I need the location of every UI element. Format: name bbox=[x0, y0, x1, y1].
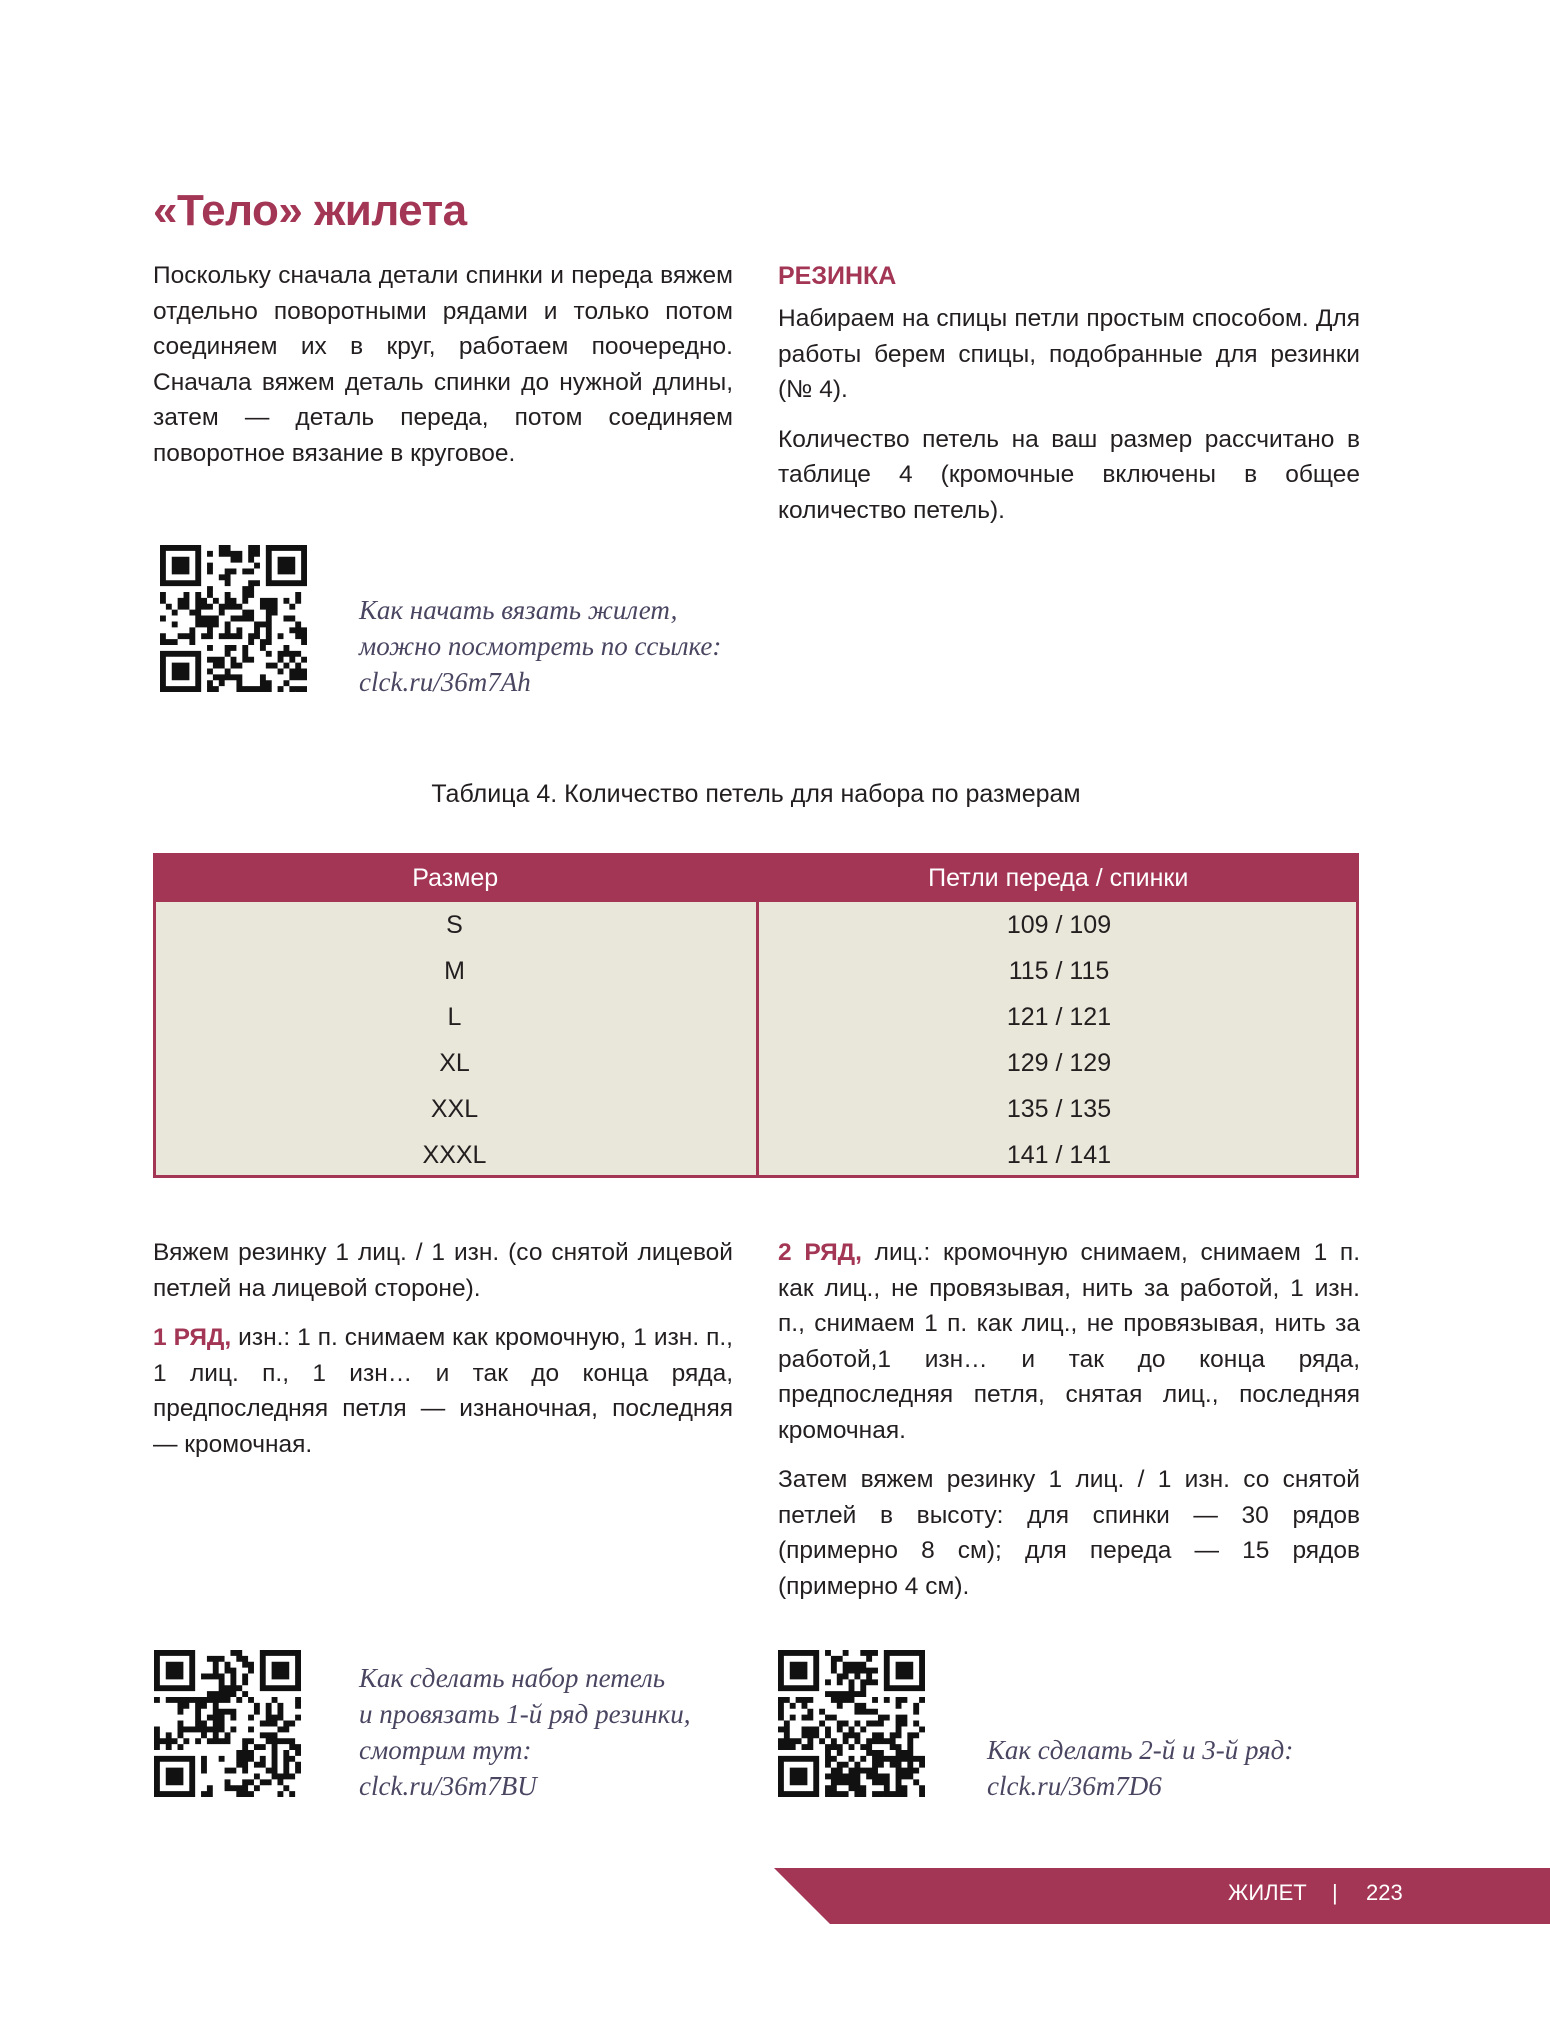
footer-section: ЖИЛЕТ bbox=[1228, 1880, 1307, 1905]
qr-code-2[interactable] bbox=[154, 1650, 301, 1797]
stitches-cell: 109 / 109 bbox=[758, 902, 1360, 948]
size-cell: M bbox=[153, 948, 758, 994]
section-title: «Тело» жилета bbox=[153, 186, 467, 235]
rib-heading: РЕЗИНКА bbox=[778, 262, 897, 290]
table-caption: Таблица 4. Количество петель для набора по размерам bbox=[431, 780, 1081, 808]
caption-line: можно посмотреть по ссылке: bbox=[359, 631, 722, 661]
caption-link[interactable]: clck.ru/36m7BU bbox=[359, 1771, 537, 1801]
row2-label: 2 РЯД, bbox=[778, 1239, 862, 1266]
stitches-cell: 135 / 135 bbox=[758, 1086, 1360, 1132]
qr3-caption bbox=[987, 1732, 1293, 1804]
caption-line: Как сделать набор петель bbox=[359, 1663, 666, 1693]
stitches-cell: 121 / 121 bbox=[758, 994, 1360, 1040]
row2-text: лиц.: кромочную снимаем, снимаем 1 п. как лиц., не провязывая, нить за работой, 1 изн. п., снимаем 1 п. как лиц., не провязывая, нить за работой,1 изн… и так до конца ряда, предпоследняя петля, снятая лиц., последняя кромочная. bbox=[778, 1239, 1360, 1444]
table-row bbox=[153, 1132, 1359, 1178]
stitches-cell: 115 / 115 bbox=[758, 948, 1360, 994]
size-cell: XXL bbox=[153, 1086, 758, 1132]
caption-link[interactable]: clck.ru/36m7Ah bbox=[359, 667, 531, 697]
caption-line: Как начать вязать жилет, bbox=[359, 595, 678, 625]
column-header-size: Размер bbox=[153, 853, 758, 902]
lower-right-text bbox=[778, 1235, 1360, 1618]
footer-band bbox=[774, 1868, 1550, 1924]
lower-left-text bbox=[153, 1235, 733, 1476]
size-cell: XXXL bbox=[153, 1132, 758, 1178]
rib-paragraph-2: Количество петель на ваш размер рассчитано в таблице 4 (кромочные включены в общее количество петель). bbox=[778, 425, 1360, 524]
row1-text: изн.: 1 п. снимаем как кромочную, 1 изн. п., 1 лиц. п., 1 изн… и так до конца ряда, предпоследняя петля — изнаночная, последняя — кромочная. bbox=[153, 1324, 733, 1458]
qr-code-1[interactable] bbox=[160, 545, 307, 692]
table-row bbox=[153, 1040, 1359, 1086]
stitches-cell: 141 / 141 bbox=[758, 1132, 1360, 1178]
qr1-caption bbox=[359, 592, 721, 700]
stitches-cell: 129 / 129 bbox=[758, 1040, 1360, 1086]
intro-paragraph: Поскольку сначала детали спинки и переда вяжем отдельно поворотными рядами и только потом соединяем их в круг, работаем поочередно. Сначала вяжем деталь спинки до нужной длины, затем — деталь переда, потом соединяем поворотное вязание в круговое. bbox=[153, 262, 733, 467]
rib-paragraph-1: Набираем на спицы петли простым способом. Для работы берем спицы, подобранные для резинки (№ 4). bbox=[778, 305, 1360, 403]
footer-separator: | bbox=[1332, 1880, 1338, 1905]
table-row bbox=[153, 994, 1359, 1040]
caption-link[interactable]: clck.ru/36m7D6 bbox=[987, 1771, 1162, 1801]
table-row bbox=[153, 902, 1359, 948]
caption-line: Как сделать 2-й и 3-й ряд: bbox=[987, 1735, 1294, 1765]
rib-height-paragraph: Затем вяжем резинку 1 лиц. / 1 изн. со снятой петлей в высоту: для спинки — 30 рядов (примерно 8 см); для переда — 15 рядов (примерно 4 см). bbox=[778, 1466, 1360, 1600]
qr2-caption bbox=[359, 1660, 691, 1804]
rib-intro: Вяжем резинку 1 лиц. / 1 изн. (со снятой лицевой петлей на лицевой стороне). bbox=[153, 1239, 733, 1302]
column-header-stitches: Петли переда / спинки bbox=[758, 853, 1360, 902]
rib-section bbox=[778, 262, 1360, 542]
page-number: 223 bbox=[1366, 1880, 1403, 1905]
qr-code-3[interactable] bbox=[778, 1650, 925, 1797]
sizes-table bbox=[153, 853, 1359, 1178]
size-cell: L bbox=[153, 994, 758, 1040]
row1-label: 1 РЯД, bbox=[153, 1324, 232, 1351]
table-row bbox=[153, 948, 1359, 994]
caption-line: и провязать 1-й ряд резинки, bbox=[359, 1699, 691, 1729]
size-cell: XL bbox=[153, 1040, 758, 1086]
size-cell: S bbox=[153, 902, 758, 948]
table-row bbox=[153, 1086, 1359, 1132]
caption-line: смотрим тут: bbox=[359, 1735, 532, 1765]
